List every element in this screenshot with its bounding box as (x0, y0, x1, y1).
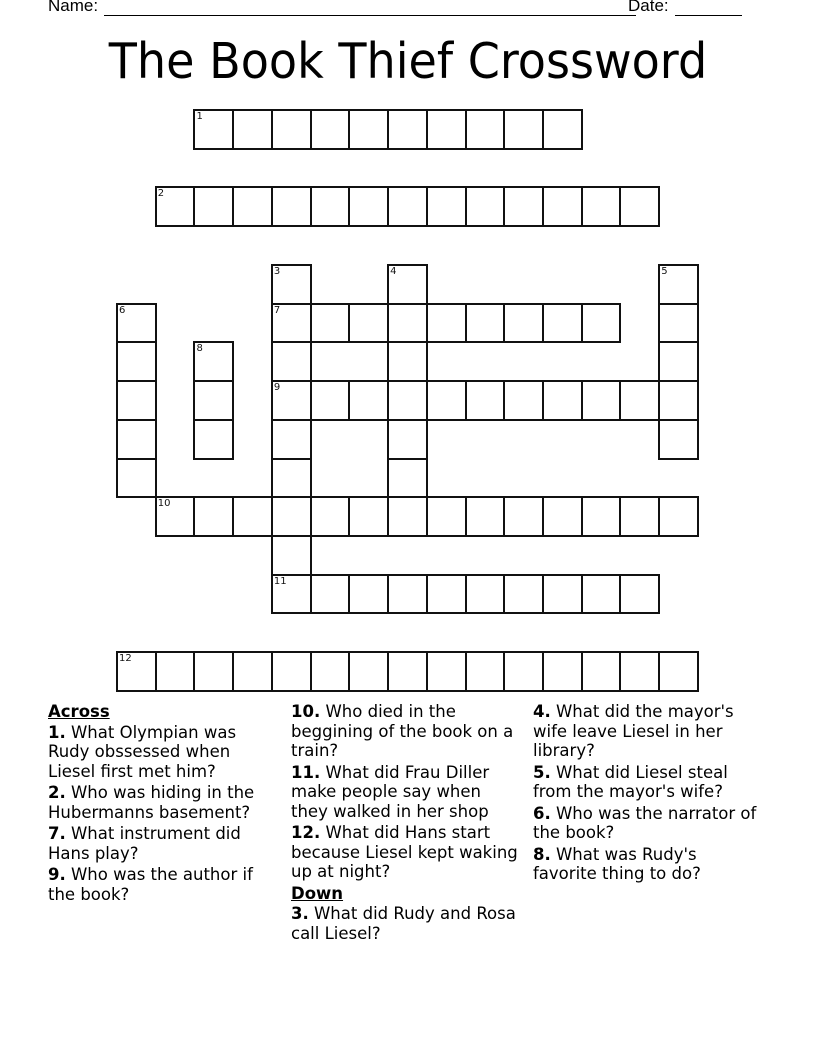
clue-text: What did Liesel steal from the mayor's wife? (533, 762, 728, 801)
clue-down-5 (533, 763, 765, 802)
grid-cell[interactable] (387, 303, 428, 344)
grid-cell[interactable] (465, 186, 506, 227)
grid-cell[interactable] (658, 303, 699, 344)
clue-text: Who died in the beggining of the book on a train? (291, 702, 514, 760)
clue-across-11 (291, 763, 523, 822)
grid-cell[interactable] (232, 109, 273, 150)
grid-cell[interactable] (271, 380, 312, 421)
grid-cell[interactable] (193, 419, 234, 460)
grid-cell[interactable] (658, 380, 699, 421)
clue-number: 10. (291, 702, 321, 721)
clue-text: What did Hans start because Liesel kept waking up at night? (291, 823, 518, 881)
grid-cell[interactable] (503, 303, 544, 344)
grid-cell[interactable] (271, 264, 312, 305)
grid-cell[interactable] (310, 574, 351, 615)
cell-number: 7 (273, 304, 281, 316)
grid-cell[interactable] (581, 186, 622, 227)
grid-cell[interactable] (348, 574, 389, 615)
clue-number: 3. (291, 904, 309, 923)
grid-cell[interactable] (542, 380, 583, 421)
clue-across-9 (48, 865, 280, 904)
grid-cell[interactable] (348, 303, 389, 344)
across-heading: Across (48, 702, 110, 721)
grid-cell[interactable] (271, 496, 312, 537)
grid-cell[interactable] (271, 419, 312, 460)
grid-cell[interactable] (271, 535, 312, 576)
grid-cell[interactable] (271, 341, 312, 382)
down-heading: Down (291, 883, 344, 903)
grid-cell[interactable] (310, 651, 351, 692)
grid-cell[interactable] (387, 574, 428, 615)
grid-cell[interactable] (542, 303, 583, 344)
grid-cell[interactable] (542, 186, 583, 227)
clue-number: 4. (533, 702, 551, 721)
clue-number: 2. (48, 783, 66, 802)
clue-text: Who was the narrator of the book? (533, 803, 757, 842)
cell-number: 8 (196, 343, 203, 355)
grid-cell[interactable] (116, 419, 157, 460)
clue-text: What did Frau Diller make people say when they walked in her shop (291, 762, 490, 821)
grid-cell[interactable] (232, 651, 273, 692)
clue-down-4 (533, 702, 765, 761)
grid-cell[interactable] (310, 303, 351, 344)
grid-cell[interactable] (348, 496, 389, 537)
grid-cell[interactable] (271, 651, 312, 692)
clues-column-2 (291, 702, 523, 945)
grid-cell[interactable] (465, 303, 506, 344)
grid-cell[interactable] (426, 186, 467, 227)
grid-cell[interactable] (619, 380, 660, 421)
grid-cell[interactable] (503, 186, 544, 227)
clue-number: 5. (533, 762, 551, 782)
grid-cell[interactable] (465, 496, 506, 537)
grid-cell[interactable] (310, 380, 351, 421)
grid-cell[interactable] (581, 574, 622, 615)
grid-cell[interactable] (426, 109, 467, 150)
grid-cell[interactable] (465, 109, 506, 150)
clue-text: Who was hiding in the Hubermanns basement? (48, 783, 255, 822)
grid-cell[interactable] (465, 651, 506, 692)
cell-number: 9 (273, 382, 281, 394)
grid-cell[interactable] (658, 341, 699, 382)
grid-cell[interactable] (348, 109, 389, 150)
grid-cell[interactable] (271, 186, 312, 227)
grid-cell[interactable] (465, 574, 506, 615)
clue-number: 11. (291, 762, 321, 782)
clue-number: 9. (48, 865, 66, 884)
cell-number: 2 (157, 188, 165, 200)
clue-across-2 (48, 783, 280, 822)
clue-down-6 (533, 804, 765, 843)
grid-cell[interactable] (387, 186, 428, 227)
clue-text: What instrument did Hans play? (48, 824, 241, 863)
clue-across-7 (48, 824, 280, 863)
grid-cell[interactable] (193, 496, 234, 537)
grid-cell[interactable] (348, 186, 389, 227)
grid-cell[interactable] (619, 496, 660, 537)
grid-cell[interactable] (348, 651, 389, 692)
grid-cell[interactable] (387, 651, 428, 692)
date-label: Date: (628, 0, 669, 15)
grid-cell[interactable] (503, 496, 544, 537)
grid-cell[interactable] (193, 651, 234, 692)
clue-number: 12. (291, 823, 321, 842)
grid-cell[interactable] (387, 341, 428, 382)
grid-cell[interactable] (581, 496, 622, 537)
grid-cell[interactable] (387, 380, 428, 421)
grid-cell[interactable] (426, 496, 467, 537)
clues-column-1 (48, 702, 280, 906)
cell-number: 10 (157, 498, 171, 510)
grid-cell[interactable] (155, 651, 196, 692)
grid-cell[interactable] (116, 651, 157, 692)
grid-cell[interactable] (619, 574, 660, 615)
cell-number: 12 (119, 653, 132, 665)
grid-cell[interactable] (503, 651, 544, 692)
grid-cell[interactable] (310, 496, 351, 537)
clue-across-12 (291, 823, 523, 882)
grid-cell[interactable] (116, 458, 157, 499)
grid-cell[interactable] (193, 380, 234, 421)
grid-cell[interactable] (542, 574, 583, 615)
grid-cell[interactable] (426, 651, 467, 692)
grid-cell[interactable] (116, 341, 157, 382)
cell-number: 4 (390, 265, 397, 277)
grid-cell[interactable] (271, 458, 312, 499)
grid-cell[interactable] (542, 496, 583, 537)
cell-number: 5 (661, 265, 668, 277)
grid-cell[interactable] (387, 109, 428, 150)
grid-cell[interactable] (503, 574, 544, 615)
grid-cell[interactable] (619, 651, 660, 692)
grid-cell[interactable] (387, 264, 428, 305)
clue-number: 6. (533, 803, 551, 823)
grid-cell[interactable] (619, 186, 660, 227)
grid-cell[interactable] (310, 109, 351, 150)
clue-text: What did the mayor's wife leave Liesel in her library? (533, 702, 734, 760)
grid-cell[interactable] (193, 109, 234, 150)
page-title: The Book Thief Crossword (108, 33, 708, 90)
grid-cell[interactable] (310, 186, 351, 227)
grid-cell[interactable] (426, 303, 467, 344)
grid-cell[interactable] (116, 303, 157, 344)
grid-cell[interactable] (658, 419, 699, 460)
grid-cell[interactable] (503, 109, 544, 150)
cell-number: 11 (273, 575, 287, 587)
clue-number: 7. (48, 824, 66, 843)
grid-cell[interactable] (542, 109, 583, 150)
grid-cell[interactable] (232, 496, 273, 537)
cell-number: 6 (119, 304, 126, 316)
grid-cell[interactable] (155, 186, 196, 227)
grid-cell[interactable] (426, 380, 467, 421)
grid-cell[interactable] (348, 380, 389, 421)
clue-text: What was Rudy's favorite thing to do? (533, 844, 701, 883)
grid-cell[interactable] (581, 380, 622, 421)
grid-cell[interactable] (658, 496, 699, 537)
grid-cell[interactable] (503, 380, 544, 421)
grid-cell[interactable] (271, 574, 312, 615)
clue-text: What Olympian was Rudy obssessed when Liesel first met him? (48, 722, 237, 781)
grid-cell[interactable] (465, 380, 506, 421)
clues-column-3 (533, 702, 765, 886)
grid-cell[interactable] (581, 303, 622, 344)
clue-across-1 (48, 723, 280, 782)
clue-number: 8. (533, 844, 551, 864)
clue-number: 1. (48, 722, 66, 742)
cell-number: 1 (196, 111, 203, 122)
clue-down-8 (533, 845, 765, 884)
grid-cell[interactable] (658, 651, 699, 692)
grid-cell[interactable] (387, 458, 428, 499)
clue-down-3 (291, 904, 523, 943)
grid-cell[interactable] (271, 303, 312, 344)
clue-text: What did Rudy and Rosa call Liesel? (291, 904, 516, 943)
grid-cell[interactable] (387, 419, 428, 460)
name-label: Name: (48, 0, 99, 15)
grid-cell[interactable] (193, 341, 234, 382)
grid-cell[interactable] (542, 651, 583, 692)
grid-cell[interactable] (155, 496, 196, 537)
cell-number: 3 (273, 265, 281, 277)
clue-across-10 (291, 702, 523, 761)
grid-cell[interactable] (387, 496, 428, 537)
grid-cell[interactable] (426, 574, 467, 615)
grid-cell[interactable] (116, 380, 157, 421)
grid-cell[interactable] (271, 109, 312, 150)
grid-cell[interactable] (658, 264, 699, 305)
grid-cell[interactable] (232, 186, 273, 227)
grid-cell[interactable] (581, 651, 622, 692)
clue-text: Who was the author if the book? (48, 865, 253, 904)
grid-cell[interactable] (193, 186, 234, 227)
